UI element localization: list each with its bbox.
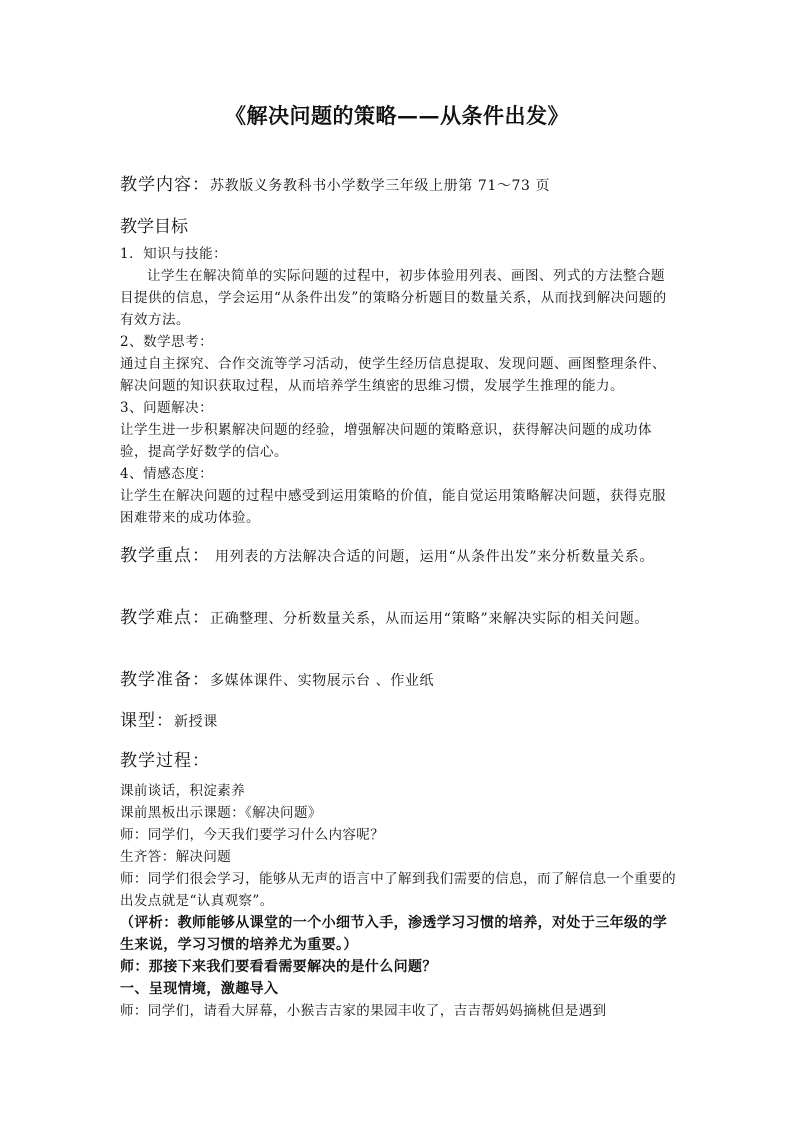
objective-4-text: 让学生在解决问题的过程中感受到运用策略的价值，能自觉运用策略解决问题，获得克服困难带来的成功体验。 [120,488,666,526]
lesson-type [120,703,676,740]
process-body [120,780,680,1022]
teaching-content [120,170,550,195]
objectives-body [120,243,676,529]
key-point [120,538,676,575]
preparation [120,662,676,699]
process-line: 师：同学们，请看大屏幕，小猴吉吉家的果园丰收了，吉吉帮妈妈摘桃但是遇到 [120,1003,607,1019]
objective-3-text: 让学生进一步积累解决问题的经验，增强解决问题的策略意识，获得解决问题的成功体验，提高学好数学的信心。 [120,422,652,460]
process-heading: 教学过程： [120,751,210,771]
teaching-content-value: 苏教版义务教科书小学数学三年级上册第 71～73 页 [210,178,551,194]
process-question: 师：那接下来我们要看看需要解决的是什么问题？ [120,959,437,975]
process-line: 课前黑板出示课题：《解决问题》 [120,805,322,821]
process-line: 师：同学们很会学习，能够从无声的语言中了解到我们需要的信息，而了解信息一个重要的出发点就是“认真观察”。 [120,871,676,909]
difficulty [120,600,676,637]
process-comment: （评析：教师能够从课堂的一个小细节入手，渗透学习习惯的培养，对处于三年级的学生来说，学习习惯的培养尤为重要。） [120,915,668,953]
objective-4-title: 4、情感态度： [120,466,214,482]
difficulty-value: 正确整理、分析数量关系，从而运用“策略”来解决实际的相关问题。 [210,611,649,627]
objective-3-title: 3、问题解决： [120,400,214,416]
objective-2-text: 通过自主探究、合作交流等学习活动，使学生经历信息提取、发现问题、画图整理条件、解决问题的知识获取过程，从而培养学生缜密的思维习惯，发展学生推理的能力。 [120,356,666,394]
preparation-value: 多媒体课件、实物展示台 、作业纸 [210,673,435,689]
process-line: 师：同学们，今天我们要学习什么内容呢？ [120,827,385,843]
process-line: 生齐答：解决问题 [120,849,232,865]
objective-1-title: 1．知识与技能： [120,246,228,262]
lesson-type-label: 课型： [120,711,174,731]
key-point-value: 用列表的方法解决合适的问题，运用“从条件出发”来分析数量关系。 [210,549,654,565]
document-title: 《解决问题的策略——从条件出发》 [225,103,569,128]
process-section-heading: 一、呈现情境，激趣导入 [120,981,279,997]
difficulty-label: 教学难点： [120,608,210,628]
lesson-type-value: 新授课 [174,714,218,730]
key-point-label: 教学重点： [120,546,210,566]
objective-1-text: 让学生在解决简单的实际问题的过程中，初步体验用列表、画图、列式的方法整合题目提供的信息，学会运用“从条件出发”的策略分析题目的数量关系，从而找到解决问题的有效方法。 [120,268,667,328]
process-line: 课前谈话，积淀素养 [120,783,246,799]
preparation-label: 教学准备： [120,670,210,690]
teaching-content-label: 教学内容： [120,175,210,195]
objectives-heading: 教学目标 [120,217,188,237]
objective-2-title: 2、数学思考： [120,334,214,350]
